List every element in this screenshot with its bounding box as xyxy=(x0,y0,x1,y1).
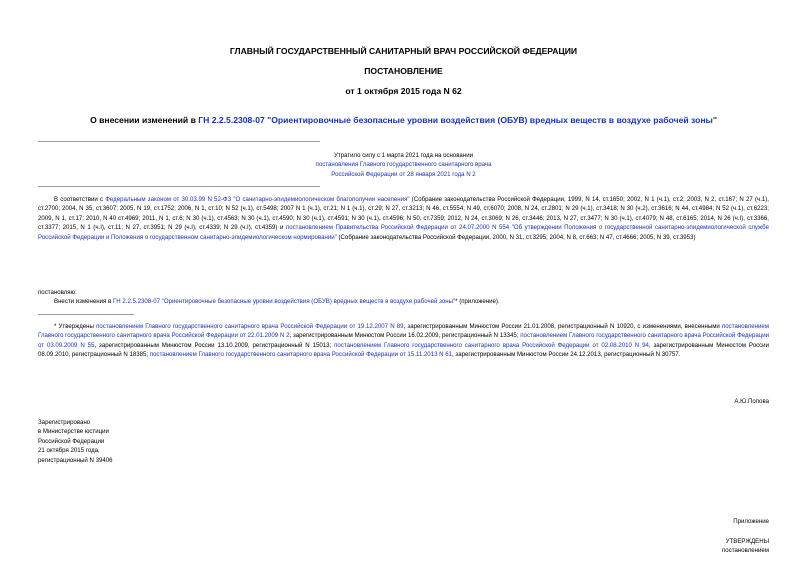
footnote-text-4: , зарегистрированным Минюстом России 13.10.2009, регистрационный N 15013; xyxy=(94,341,335,349)
divider-bottom xyxy=(38,186,320,187)
footnote-text-6: , зарегистрированным Минюстом России 24.12.2013, регистрационный N 30757. xyxy=(452,351,681,359)
preamble-paragraph xyxy=(38,195,769,242)
title-prefix: О внесении изменений в xyxy=(90,115,199,125)
divider-top xyxy=(38,141,320,142)
registration-line: 21 октября 2015 года, xyxy=(38,447,100,455)
registration-line: регистрационный N 39406 xyxy=(38,456,113,464)
footnote-link-5[interactable]: постановлением Главного государственного санитарного врача Российской Федерации от 15.11.2013 N 61 xyxy=(149,351,453,359)
document-date: от 1 октября 2015 года N 62 xyxy=(345,86,462,96)
expiry-link-2[interactable]: Российской Федерации от 28 января 2021 года N 2 xyxy=(331,170,476,178)
appendix-label: Приложение xyxy=(733,518,769,525)
registration-line: в Министерстве юстиции xyxy=(38,428,109,436)
decree-paragraph xyxy=(54,297,769,306)
title-link[interactable]: ГН 2.2.5.2308-07 "Ориентировочные безопасные уровни воздействия (ОБУВ) вредных веществ в воздухе рабочей зоны" xyxy=(198,115,717,125)
expiry-note xyxy=(0,151,807,179)
footnote-divider xyxy=(38,314,134,315)
footnote-text-3: , зарегистрированным Минюстом России 16.02.2009, регистрационный N 13345; xyxy=(289,332,521,340)
expiry-link-1[interactable]: постановления Главного государственного санитарного врача xyxy=(315,161,492,169)
footnote-link-4[interactable]: постановлением Главного государственного санитарного врача Российской Федерации от 02.08.2010 N 94 xyxy=(334,341,649,349)
registration-block xyxy=(38,418,113,465)
registration-line: Зарегистрировано xyxy=(38,419,91,426)
signature: А.Ю.Попова xyxy=(734,398,769,405)
footnote-text-1: * Утверждены xyxy=(54,323,97,330)
expiry-line: Утратило силу с 1 марта 2021 года на основании xyxy=(333,152,473,159)
decree-label: постановляю: xyxy=(38,289,77,296)
gn-link[interactable]: ГН 2.2.5.2308-07 "Ориентировочные безопасные уровни воздействия (ОБУВ) вредных веществ в воздухе рабочей зоны" xyxy=(112,298,456,305)
registration-line: Российской Федерации xyxy=(38,437,105,445)
approved-label: УТВЕРЖДЕНЫ xyxy=(725,538,769,545)
government-decree-link[interactable]: постановлением Правительства Российской Федерации от 24.07.2000 N 554 "Об утверждении Положения о государственной санитарно-эпидемиологической службе Российской Федерации и Положения о государственном санитарно-эпидемиологическом нормировании" xyxy=(38,224,769,241)
document-type: ПОСТАНОВЛЕНИЕ xyxy=(364,66,443,76)
preamble-text-3: (Собрание законодательства Российской Федерации, 2000, N 31, ст.3295; 2004, N 8, ст.663; N 47, ст.4666; 2005, N 39, ст.3953) xyxy=(336,233,696,241)
decree-text-1: Внести изменения в xyxy=(54,298,113,305)
footnote-paragraph xyxy=(38,322,769,360)
approved-by: постановлением xyxy=(722,547,769,554)
footnote-link-2[interactable]: постановлением Главного государственного санитарного врача Российской Федерации от 22.01.2009 N 2 xyxy=(38,323,769,340)
preamble-text-1: В соответствии с xyxy=(54,196,106,203)
federal-law-link[interactable]: Федеральным законом от 30.03.99 N 52-ФЗ "О санитарно-эпидемиологическом благополучии населения" xyxy=(105,196,410,203)
document-title xyxy=(0,115,807,125)
footnote-text-5: , зарегистрированным Минюстом России 08.09.2010, регистрационный N 18385; xyxy=(38,341,769,359)
preamble-text-2: (Собрание законодательства Российской Федерации, 1999, N 14, ст.1650; 2002, N 1 (ч.1), ст.2; 2003, N 2, ст.167; N 27 (ч.1), ст.2700; 2004, N 35, ст.3607; 2005, N 19, ст.1752; 2006, N 1, ст.10; N 52 (ч.1), ст.5498; 2007 N 1 (ч.1), ст.21; N 1 (ч.1), ст.29; N 27, ст.3213; N 46, ст.5554; N 49, ст.6070; 2008, N 24, ст.2801; N 29 (ч.1), ст.3418; N 30 (ч.2), ст.3616; N 44, ст.4984; N 52 (ч.1), ст.6223; 2009, N 1, ст.17; 2010, N 40 ст.4969; 2011, N 1, ст.6; N 30 (ч.1), ст.4563; N 30 (ч.1), ст.4590; N 30 (ч.1), ст.4591; N 30 (ч.1), ст.4596; N 50, ст.7359; 2012, N 24, ст.3069; N 26, ст.3446; 2013, N 27, ст.3477; N 30 (ч.1), ст.4079; N 48, ст.6165; 2014, N 26 (ч.I), ст.3366, ст.3377; 2015, N 1 (ч.I), ст.11; N 27, ст.3951; N 29 (ч.I), ст.4339; N 29 (ч.I), ст.4359) и xyxy=(38,196,769,232)
footnote-text-2: , зарегистрированным Минюстом России 21.01.2008, регистрационный N 10920, с изменениями, внесенными xyxy=(403,323,722,330)
footnote-link-1[interactable]: постановлением Главного государственного санитарного врача Российской Федерации от 19.12.2007 N 89 xyxy=(96,323,404,330)
decree-text-2: * (приложение). xyxy=(455,298,500,305)
footnote-link-3[interactable]: постановлением Главного государственного санитарного врача Российской Федерации от 03.09.2009 N 55 xyxy=(38,332,770,349)
issuing-authority: ГЛАВНЫЙ ГОСУДАРСТВЕННЫЙ САНИТАРНЫЙ ВРАЧ РОССИЙСКОЙ ФЕДЕРАЦИИ xyxy=(229,46,578,56)
